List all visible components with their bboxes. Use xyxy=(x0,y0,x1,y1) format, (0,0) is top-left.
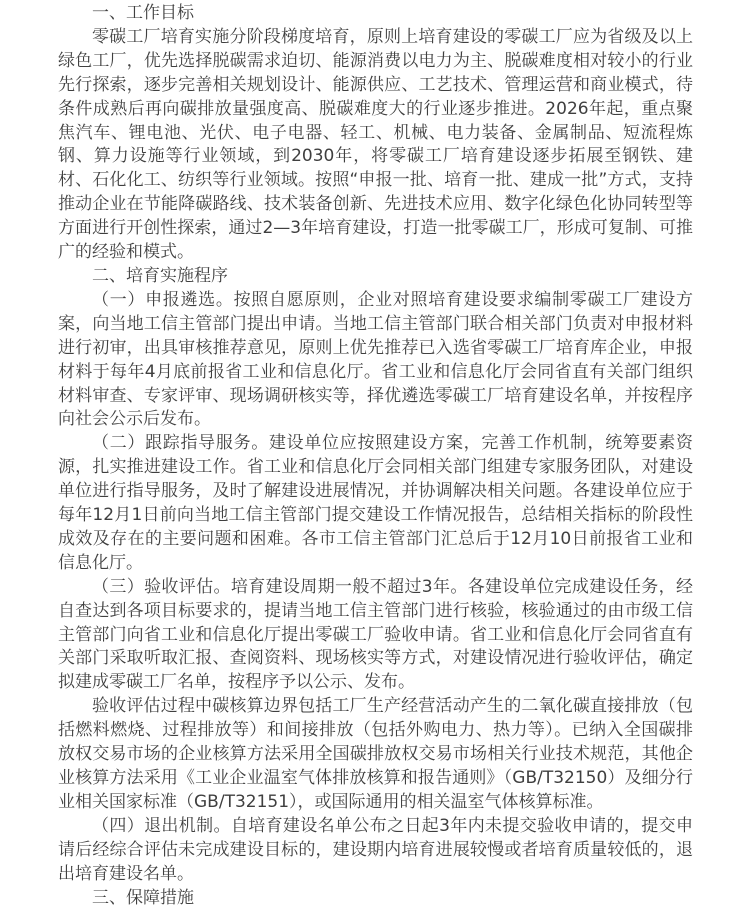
para-work-goals: 零碳工厂培育实施分阶段梯度培育，原则上培育建设的零碳工厂应为省级及以上绿色工厂，优先选择脱碳需求迫切、能源消费以电力为主、脱碳难度相对较小的行业先行探索，逐步完善相关规划设计、能源供应、工艺技术、管理运营和商业模式，待条件成熟后再向碳排放量强度高、脱碳难度大的行业逐步推进。2026年起，重点聚焦汽车、锂电池、光伏、电子电器、轻工、机械、电力装备、金属制品、短流程炼钢、算力设施等行业领域，到2030年，将零碳工厂培育建设逐步拓展至钢铁、建材、石化化工、纺织等行业领域。按照“申报一批、培育一批、建成一批”方式，支持推动企业在节能降碳路线、技术装备创新、先进技术应用、数字化绿色化协同转型等方面进行开创性探索，通过2—3年培育建设，打造一批零碳工厂，形成可复制、可推广的经验和模式。 xyxy=(58,26,693,263)
heading-safeguard-measures: 三、保障措施 xyxy=(92,887,194,908)
para-tracking-guidance: （二）跟踪指导服务。建设单位应按照建设方案，完善工作机制，统筹要素资源，扎实推进建设工作。省工业和信息化厅会同相关部门组建专家服务团队，对建设单位进行指导服务，及时了解建设进展情况，并协调解决相关问题。各建设单位应于每年12月1日前向当地工信主管部门提交建设工作情况报告，总结相关指标的阶段性成效及存在的主要问题和困难。各市工信主管部门汇总后于12月10日前报省工业和信息化厅。 xyxy=(58,433,693,573)
para-acceptance-evaluation: （三）验收评估。培育建设周期一般不超过3年。各建设单位完成建设任务，经自查达到各项目标要求的，提请当地工信主管部门进行核验，核验通过的由市级工信主管部门向省工业和信息化厅提出零碳工厂验收申请。省工业和信息化厅会同省直有关部门采取听取汇报、查阅资料、现场核实等方式，对建设情况进行验收评估，确定拟建成零碳工厂名单，按程序予以公示、发布。 xyxy=(58,576,693,693)
heading-cultivation-procedure: 二、培育实施程序 xyxy=(92,265,228,286)
para-application-selection: （一）申报遴选。按照自愿原则，企业对照培育建设要求编制零碳工厂建设方案，向当地工信主管部门提出申请。当地工信主管部门联合相关部门负责对申报材料进行初审，出具审核推荐意见，原则上优先推荐已入选省零碳工厂培育库企业，申报材料于每年4月底前报省工业和信息化厅。省工业和信息化厅会同省直有关部门组织材料审查、专家评审、现场调研核实等，择优遴选零碳工厂培育建设名单，并按程序向社会公示后发布。 xyxy=(58,289,693,430)
para-carbon-accounting: 验收评估过程中碳核算边界包括工厂生产经营活动产生的二氧化碳直接排放（包括燃料燃烧、过程排放等）和间接排放（包括外购电力、热力等）。已纳入全国碳排放权交易市场的企业核算方法采用全国碳排放权交易市场相关行业技术规范，其他企业核算方法采用《工业企业温室气体排放核算和报告通则》（GB/T32150）及细分行业相关国家标准（GB/T32151），或国际通用的相关温室气体核算标准。 xyxy=(58,696,693,812)
para-exit-mechanism: （四）退出机制。自培育建设名单公布之日起3年内未提交验收申请的，提交申请后经综合评估未完成建设目标的，建设期内培育进展较慢或者培育质量较低的，退出培育建设名单。 xyxy=(58,815,693,884)
heading-work-goals: 一、工作目标 xyxy=(92,3,194,23)
